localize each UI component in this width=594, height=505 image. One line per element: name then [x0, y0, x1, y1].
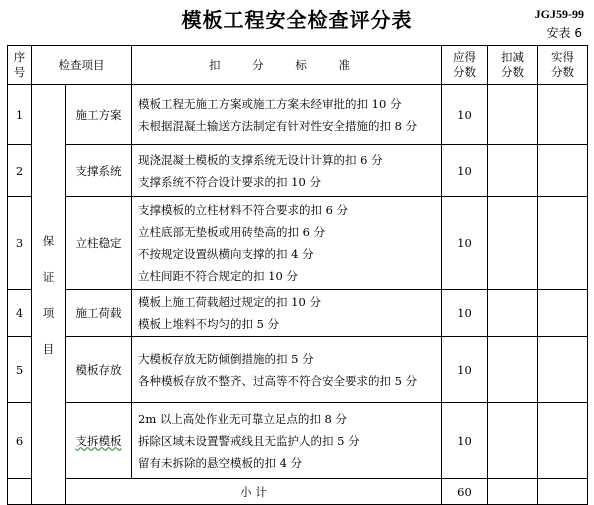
subtotal-deduct-cell [488, 479, 538, 505]
score-table [7, 45, 588, 505]
header-actual-line-1: 实得 [551, 50, 574, 64]
row-number: 2 [8, 145, 32, 197]
standard-line: 模板上堆料不均匀的扣 5 分 [138, 317, 280, 331]
category-char: 目 [42, 341, 55, 356]
check-item: 支撑系统 [66, 145, 132, 197]
check-item: 模板存放 [66, 337, 132, 403]
actual-score-cell [538, 337, 588, 403]
row-number: 1 [8, 85, 32, 145]
due-score: 10 [442, 85, 488, 145]
due-score: 10 [442, 290, 488, 337]
table-row [8, 403, 588, 479]
row-number: 6 [8, 403, 32, 479]
category-char: 保 [42, 233, 55, 248]
deduction-standard [132, 290, 442, 337]
table-row [8, 290, 588, 337]
actual-score-cell [538, 145, 588, 197]
standard-line: 大模板存放无防倾倒措施的扣 5 分 [138, 351, 314, 366]
deduction-standard [132, 85, 442, 145]
subtotal-number-cell [8, 479, 32, 505]
actual-score-cell [538, 290, 588, 337]
header-due-line-1: 应得 [453, 50, 476, 64]
deduct-score-cell [488, 197, 538, 290]
check-item [66, 403, 132, 479]
due-score: 10 [442, 403, 488, 479]
standard-line: 现浇混凝土模板的支撑系统无设计计算的扣 6 分 [138, 152, 383, 167]
table-row [8, 197, 588, 290]
deduction-standard [132, 197, 442, 290]
category-cell [32, 85, 66, 505]
standard-line: 未根据混凝土输送方法制定有针对性安全措施的扣 8 分 [138, 118, 418, 133]
table-row [8, 337, 588, 403]
actual-score-cell [538, 197, 588, 290]
check-item: 施工方案 [66, 85, 132, 145]
standard-line: 留有未拆除的悬空模板的扣 4 分 [138, 455, 303, 470]
due-score: 10 [442, 337, 488, 403]
row-number: 3 [8, 197, 32, 290]
category-char: 项 [42, 305, 55, 320]
check-item: 立柱稳定 [66, 197, 132, 290]
header-item: 检查项目 [32, 46, 132, 85]
row-number: 5 [8, 337, 32, 403]
header-seq-line-1: 序 [13, 50, 26, 64]
subtotal-score: 60 [442, 479, 488, 505]
row-number: 4 [8, 290, 32, 337]
deduct-score-cell [488, 145, 538, 197]
due-score: 10 [442, 197, 488, 290]
deduct-score-cell [488, 290, 538, 337]
standard-line: 2m 以上高处作业无可靠立足点的扣 8 分 [138, 411, 348, 426]
header-standard [132, 46, 442, 85]
standard-line: 支撑系统不符合设计要求的扣 10 分 [138, 174, 321, 189]
standard-line: 各种模板存放不整齐、过高等不符合安全要求的扣 5 分 [138, 373, 418, 388]
standard-line: 拆除区域未设置警戒线且无监护人的扣 5 分 [138, 433, 360, 448]
check-item: 施工荷载 [66, 290, 132, 337]
actual-score-cell [538, 403, 588, 479]
form-title: 模板工程安全检查评分表 [181, 8, 413, 32]
deduction-standard [132, 145, 442, 197]
header-actual [538, 46, 588, 85]
header-deduct-line-2: 分数 [501, 65, 524, 79]
deduct-score-cell [488, 337, 538, 403]
standard-line: 立柱底部无垫板或用砖垫高的扣 6 分 [138, 225, 326, 239]
header-seq [8, 46, 32, 85]
header-due-line-2: 分数 [453, 65, 476, 79]
standard-line: 模板工程无施工方案或施工方案未经审批的扣 10 分 [138, 96, 402, 111]
table-row [8, 85, 588, 145]
header-standard-label: 扣 分 标 准 [209, 57, 364, 72]
header-due [442, 46, 488, 85]
header-row [8, 46, 588, 85]
header-deduct-line-1: 扣减 [501, 50, 524, 64]
standard-line: 不按规定设置纵横向支撑的扣 4 分 [138, 247, 314, 261]
deduction-standard [132, 337, 442, 403]
standard-code: JGJ59-99 [534, 7, 584, 21]
deduct-score-cell [488, 85, 538, 145]
standard-line: 立柱间距不符合规定的扣 10 分 [138, 269, 298, 283]
subtotal-row [8, 479, 588, 505]
header-deduct [488, 46, 538, 85]
subtotal-label: 小 计 [66, 479, 442, 505]
header-actual-line-2: 分数 [551, 65, 574, 79]
table-number: 安表 6 [546, 26, 582, 40]
subtotal-actual-cell [538, 479, 588, 505]
standard-line: 模板上施工荷载超过规定的扣 10 分 [138, 295, 321, 309]
due-score: 10 [442, 145, 488, 197]
table-row [8, 145, 588, 197]
standard-line: 支撑模板的立柱材料不符合要求的扣 6 分 [138, 203, 349, 217]
actual-score-cell [538, 85, 588, 145]
deduct-score-cell [488, 403, 538, 479]
check-item-label: 支拆模板 [75, 433, 122, 448]
category-char: 证 [42, 269, 55, 284]
header-seq-line-2: 号 [13, 65, 26, 79]
deduction-standard [132, 403, 442, 479]
